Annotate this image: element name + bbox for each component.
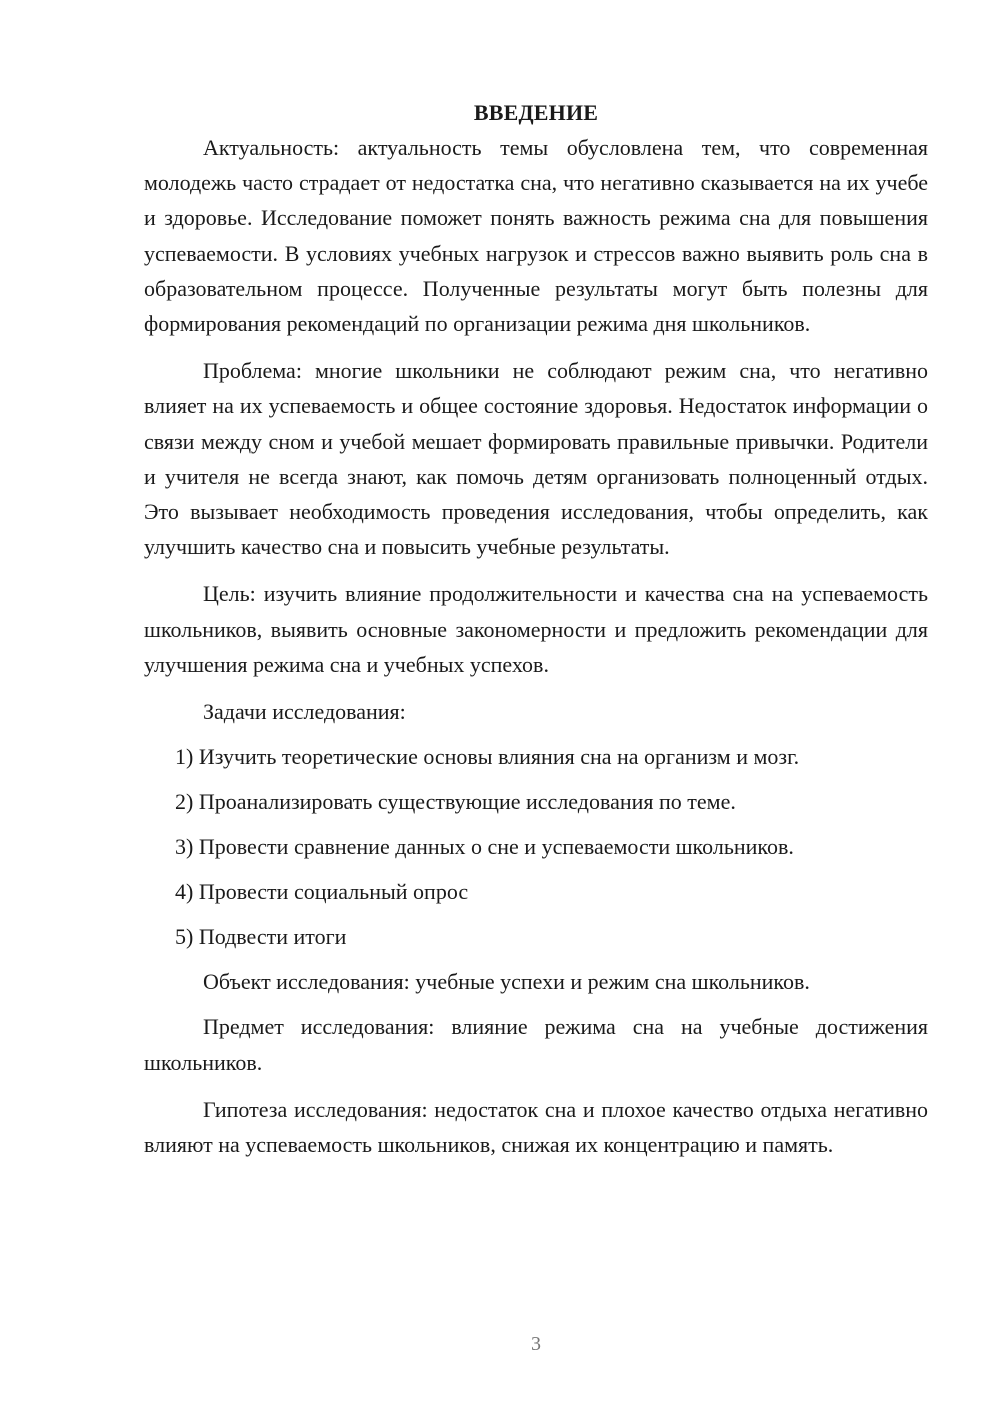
object-paragraph: Объект исследования: учебные успехи и режим сна школьников. — [203, 969, 810, 995]
tasks-list — [144, 739, 928, 954]
page-number: 3 — [531, 1333, 541, 1355]
page-body — [144, 95, 928, 1174]
relevance-paragraph: Актуальность: актуальность темы обусловлена тем, что современная молодежь часто страдает от недостатка сна, что негативно сказывается на их учебе и здоровье. Исследование поможет понять важность режима сна для повышения успеваемости. В условиях учебных нагрузок и стрессов важно выявить роль сна в образовательном процессе. Полученные результаты могут быть полезны для формирования рекомендаций по организации режима дня школьников. — [144, 135, 928, 337]
goal-paragraph: Цель: изучить влияние продолжительности и качества сна на успеваемость школьников, выявить основные закономерности и предложить рекомендации для улучшения режима сна и учебных успехов. — [144, 581, 928, 677]
list-item: 2) Проанализировать существующие исследования по теме. — [175, 789, 736, 815]
page-title: ВВЕДЕНИЕ — [473, 100, 599, 125]
list-item: 3) Провести сравнение данных о сне и успеваемости школьников. — [175, 834, 794, 860]
subject-paragraph: Предмет исследования: влияние режима сна на учебные достижения школьников. — [144, 1014, 928, 1075]
problem-paragraph: Проблема: многие школьники не соблюдают режим сна, что негативно влияет на их успеваемость и общее состояние здоровья. Недостаток информации о связи между сном и учебой мешает формировать правильные привычки. Родители и учителя не всегда знают, как помочь детям организовать полноценный отдых. Это вызывает необходимость проведения исследования, чтобы определить, как улучшить качество сна и повысить учебные результаты. — [144, 358, 928, 560]
tasks-heading: Задачи исследования: — [203, 699, 406, 725]
list-item: 5) Подвести итоги — [175, 924, 347, 950]
list-item: 1) Изучить теоретические основы влияния сна на организм и мозг. — [175, 744, 800, 770]
list-item: 4) Провести социальный опрос — [175, 879, 469, 905]
hypothesis-paragraph: Гипотеза исследования: недостаток сна и плохое качество отдыха негативно влияют на успеваемость школьников, снижая их концентрацию и память. — [144, 1096, 928, 1158]
